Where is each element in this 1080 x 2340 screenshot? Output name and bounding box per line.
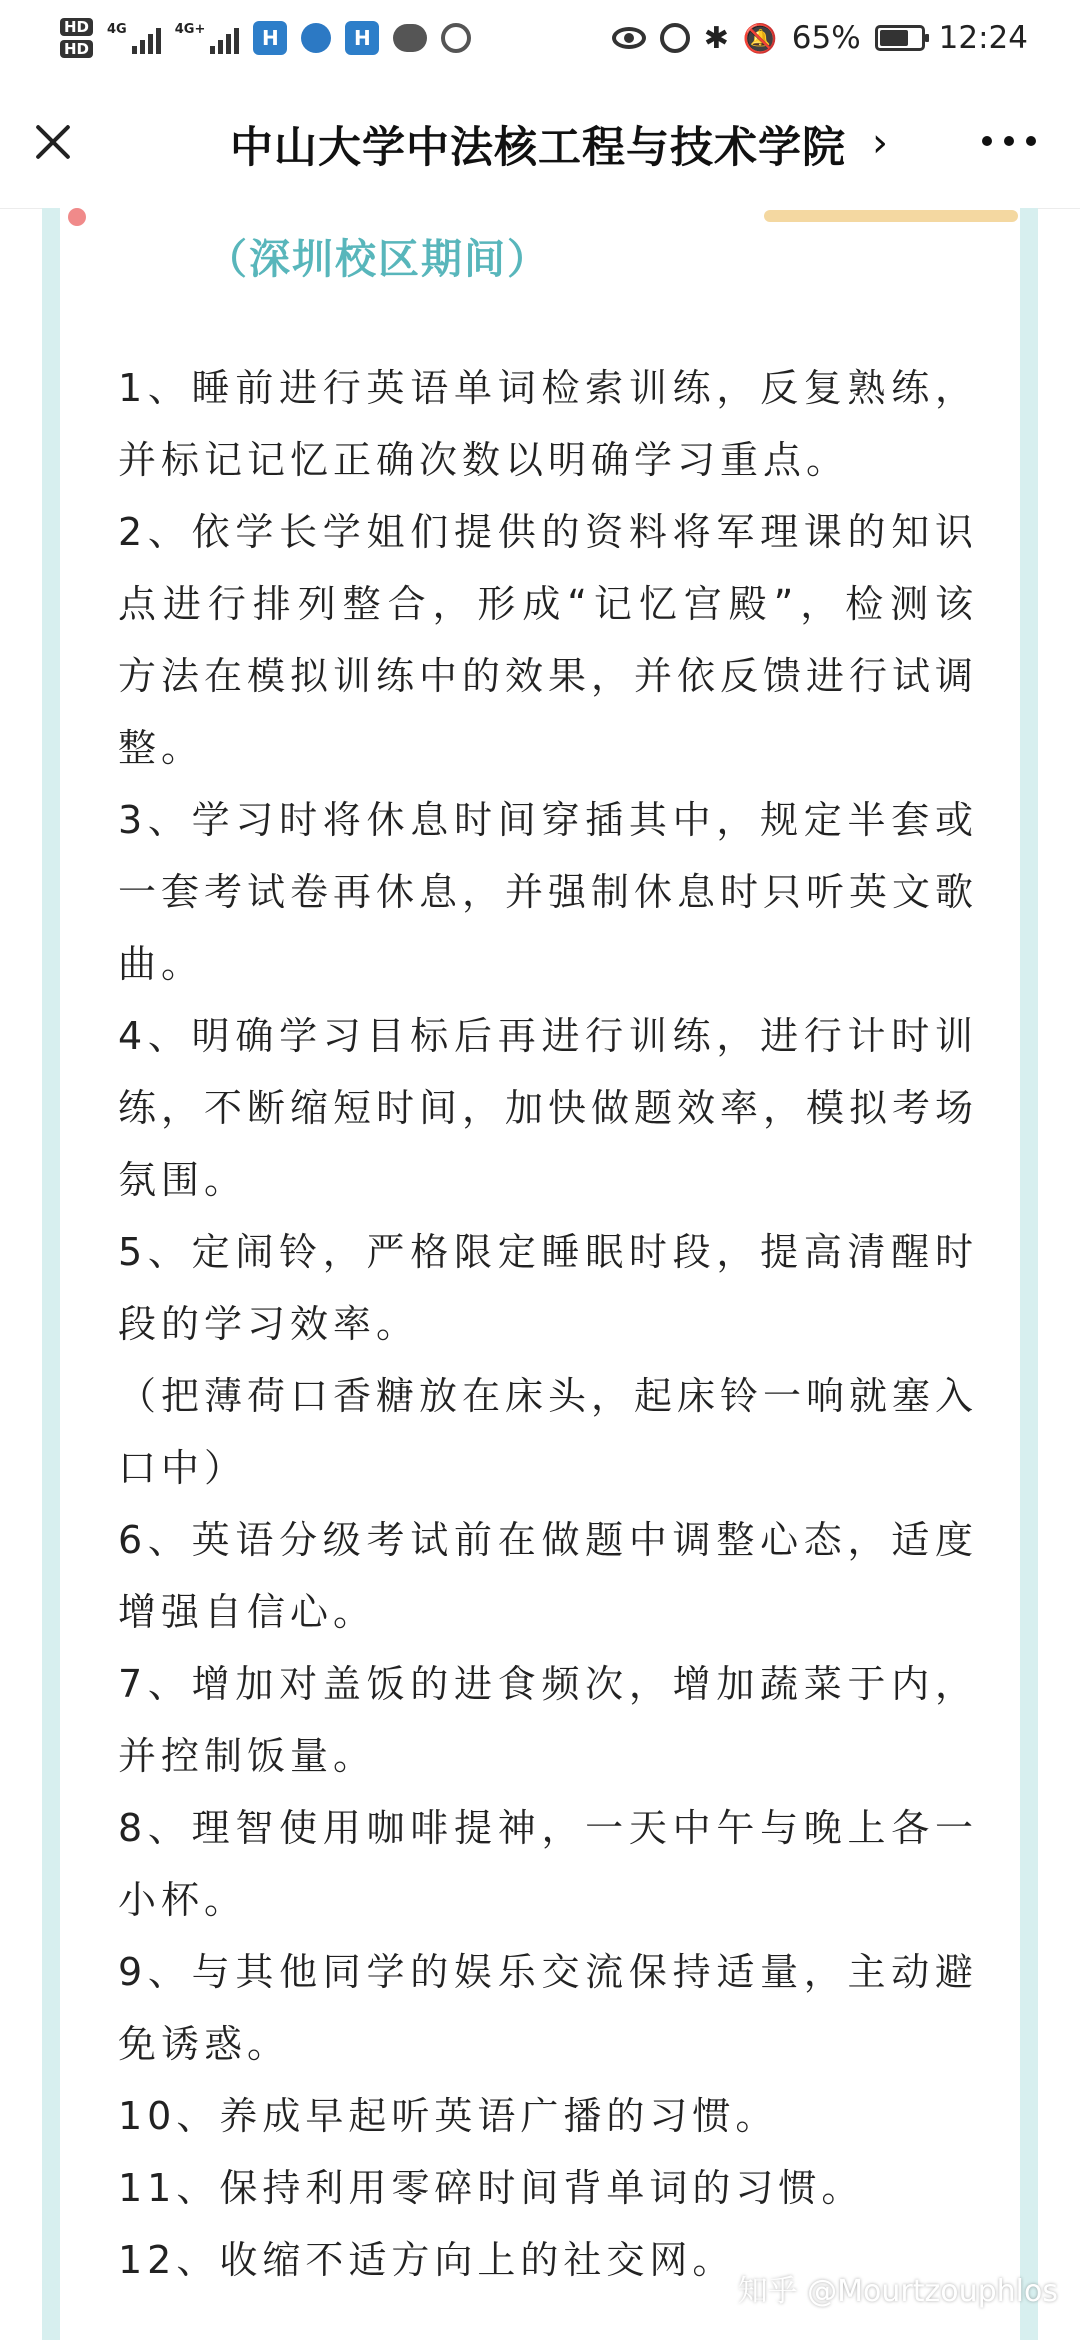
app-notification-icon-2: H	[345, 21, 379, 55]
signal-icon-2	[175, 22, 240, 54]
app-notification-icon: H	[253, 21, 287, 55]
paragraph-11: 11、保持利用零碎时间背单词的习惯。	[118, 2166, 865, 2210]
status-bar	[0, 0, 1080, 76]
decorative-dot	[68, 208, 86, 226]
status-left	[60, 8, 471, 68]
more-icon[interactable]	[982, 126, 1042, 156]
chevron-right-icon[interactable]: ›	[872, 120, 888, 166]
paragraph-1: 1、睡前进行英语单词检索训练，反复熟练，并标记记忆正确次数以明确学习重点。	[118, 366, 978, 482]
signal-icon-1	[107, 22, 161, 54]
battery-percent: 65%	[791, 20, 861, 56]
browser-notification-icon	[301, 23, 331, 53]
page-title[interactable]: 中山大学中法核工程与技术学院	[230, 123, 846, 173]
hd-badge-2: HD	[60, 40, 93, 58]
status-right	[612, 8, 1028, 68]
section-title: （深圳校区期间）	[206, 235, 550, 283]
chat-notification-icon	[393, 24, 427, 52]
article-body	[118, 352, 978, 2296]
bluetooth-icon: ✱	[703, 20, 729, 56]
paragraph-5-note: （把薄荷口香糖放在床头，起床铃一响就塞入口中）	[118, 1374, 979, 1490]
mute-icon: 🔕	[742, 21, 778, 55]
paragraph-3: 3、学习时将休息时间穿插其中，规定半套或一套考试卷再休息，并强制休息时只听英文歌曲。	[118, 798, 979, 986]
alarm-icon	[660, 23, 690, 53]
clock: 12:24	[938, 20, 1028, 56]
signal-2-tag: 4G+	[174, 22, 206, 37]
paragraph-12: 12、收缩不适方向上的社交网。	[118, 2238, 736, 2282]
paragraph-10: 10、养成早起听英语广播的习惯。	[118, 2094, 779, 2138]
paragraph-9: 9、与其他同学的娱乐交流保持适量，主动避免诱惑。	[118, 1950, 978, 2066]
paragraph-6: 6、英语分级考试前在做题中调整心态，适度增强自信心。	[118, 1518, 978, 1634]
decorative-bar	[764, 210, 1018, 222]
hd-indicators	[60, 18, 93, 58]
signal-1-tag: 4G	[107, 22, 127, 37]
hd-badge-1: HD	[60, 18, 93, 36]
close-icon[interactable]	[24, 112, 84, 172]
battery-icon	[875, 25, 925, 51]
paragraph-4: 4、明确学习目标后再进行训练，进行计时训练，不断缩短时间，加快做题效率，模拟考场氛围。	[118, 1014, 979, 1202]
paragraph-7: 7、增加对盖饭的进食频次，增加蔬菜于内，并控制饭量。	[118, 1662, 978, 1778]
paragraph-5: 5、定闹铃，严格限定睡眠时段，提高清醒时段的学习效率。	[118, 1230, 978, 1346]
watermark: 知乎 @Mourtzouphlos	[737, 2274, 1058, 2309]
hotspot-icon	[441, 23, 471, 53]
paragraph-2: 2、依学长学姐们提供的资料将军理课的知识点进行排列整合，形成“记忆宫殿”，检测该方法在模拟训练中的效果，并依反馈进行试调整。	[118, 510, 979, 770]
eye-icon	[612, 27, 646, 49]
paragraph-8: 8、理智使用咖啡提神，一天中午与晚上各一小杯。	[118, 1806, 978, 1922]
title-bar	[0, 76, 1080, 209]
